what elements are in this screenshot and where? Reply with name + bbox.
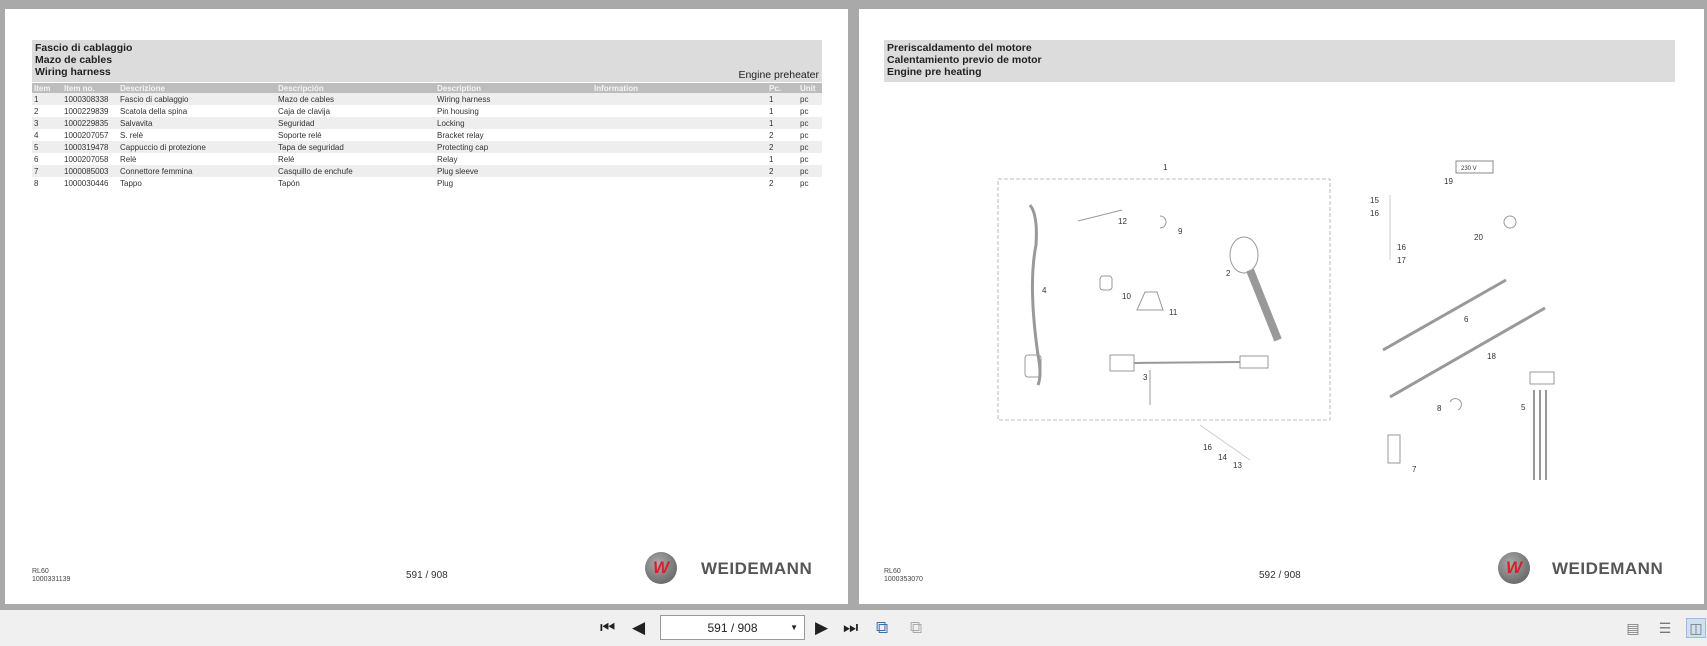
part-wire: [1078, 210, 1122, 221]
table-cell: 2: [767, 141, 798, 153]
table-cell: 7: [32, 165, 62, 177]
table-cell: Tappo: [120, 178, 142, 188]
callout-label: 16: [1203, 443, 1212, 452]
part-bracket: [1137, 292, 1163, 310]
brand-name: WEIDEMANN: [1552, 559, 1664, 578]
document-number: 1000353070: [884, 576, 923, 583]
table-cell: pc: [798, 117, 822, 129]
table-cell: 3: [32, 117, 62, 129]
section-subtitle: Engine preheater: [738, 69, 819, 81]
table-cell: 1: [769, 106, 774, 116]
last-page-button[interactable]: ⏭: [843, 618, 859, 637]
table-cell: Relé: [278, 154, 295, 164]
table-cell: 1: [767, 93, 798, 105]
table-cell: S. relè: [120, 130, 144, 140]
column-header: Item no.: [62, 83, 118, 93]
callout-label: 16: [1370, 209, 1379, 218]
next-page-button[interactable]: ▶: [815, 618, 829, 637]
table-cell: Cappuccio di protezione: [118, 141, 276, 153]
callout-label: 14: [1218, 453, 1227, 462]
table-cell: Locking: [435, 117, 592, 129]
kit-boundary: [998, 179, 1330, 420]
table-cell: 1: [767, 117, 798, 129]
table-cell: Relay: [437, 154, 458, 164]
first-page-button[interactable]: ⏮: [600, 618, 616, 637]
callout-label: 10: [1122, 292, 1131, 301]
table-cell: 2: [769, 130, 774, 140]
column-header: Pc.: [767, 83, 798, 93]
title-english: Wiring harness: [35, 66, 111, 78]
table-cell: 1: [32, 93, 62, 105]
table-cell: pc: [800, 154, 809, 164]
part-wiring-harness: [1030, 205, 1040, 385]
brand-name: WEIDEMANN: [701, 559, 813, 578]
table-cell: pc: [798, 141, 822, 153]
table-cell: 6: [34, 154, 39, 164]
callout-label: 9: [1178, 227, 1183, 236]
table-cell: 1000207057: [64, 130, 109, 140]
table-cell: Pin housing: [437, 106, 479, 116]
table-cell: 1000085003: [62, 165, 118, 177]
title-english: Engine pre heating: [887, 66, 982, 78]
table-cell: Mazo de cables: [276, 93, 435, 105]
table-cell: pc: [800, 178, 809, 188]
part-plug-sleeve: [1388, 435, 1400, 463]
part-ring-terminal: [1504, 216, 1516, 228]
page-number: 591 / 908: [406, 570, 448, 581]
column-header: Unit: [798, 83, 822, 93]
weidemann-logo-icon: W: [645, 552, 677, 584]
table-cell: pc: [798, 93, 822, 105]
weidemann-logo-icon: W: [1498, 552, 1530, 584]
table-cell: Fascio di cablaggio: [118, 93, 276, 105]
table-cell: Soporte relé: [278, 130, 322, 140]
table-cell: Connettore femmina: [118, 165, 276, 177]
table-cell: 2: [34, 106, 39, 116]
callout-label: 4: [1042, 286, 1047, 295]
callout-label: 16: [1397, 243, 1406, 252]
table-cell: pc: [800, 106, 809, 116]
table-cell: 5: [32, 141, 62, 153]
callout-label: 18: [1487, 352, 1496, 361]
callout-label: 15: [1370, 196, 1379, 205]
page-number: 592 / 908: [1259, 570, 1301, 581]
table-cell: Seguridad: [276, 117, 435, 129]
table-cell: pc: [800, 130, 809, 140]
callout-label: 11: [1169, 308, 1178, 317]
column-header: Descrizione: [118, 83, 276, 93]
callout-label: 7: [1412, 465, 1417, 474]
column-header: Descripción: [276, 83, 435, 93]
table-cell: 2: [767, 165, 798, 177]
table-cell: Tapón: [278, 178, 300, 188]
pdf-navigation-toolbar: [0, 610, 1707, 646]
model-label: RL60: [884, 568, 901, 575]
callout-label: 12: [1118, 217, 1127, 226]
table-cell: 1000207058: [64, 154, 109, 164]
table-cell: Protecting cap: [435, 141, 592, 153]
table-cell: 1000030446: [64, 178, 109, 188]
column-header: Information: [592, 83, 767, 93]
single-page-view-icon[interactable]: ▤: [1626, 620, 1640, 636]
table-cell: 8: [34, 178, 39, 188]
callout-label: 2: [1226, 269, 1231, 278]
part-socket: [1110, 355, 1134, 371]
table-cell: 2: [769, 178, 774, 188]
go-back-view-icon[interactable]: ⧉: [876, 618, 889, 637]
callout-label: 1: [1163, 163, 1168, 172]
page-selector[interactable]: [660, 615, 805, 640]
table-cell: 1000229835: [62, 117, 118, 129]
column-header: Item: [32, 83, 62, 93]
table-cell: Plug: [437, 178, 454, 188]
table-cell: Scatola della spina: [120, 106, 188, 116]
part-protective-cap: [1530, 372, 1554, 384]
two-page-view-icon[interactable]: ◫: [1686, 618, 1706, 638]
part-clip: [1160, 216, 1166, 228]
table-cell: 1: [769, 154, 774, 164]
callout-label: 6: [1464, 315, 1469, 324]
title-spanish: Calentamiento previo de motor: [887, 54, 1042, 66]
callout-label: 19: [1444, 177, 1453, 186]
table-cell: Tapa de seguridad: [276, 141, 435, 153]
voltage-label: 230 V: [1461, 166, 1477, 172]
title-italian: Fascio di cablaggio: [35, 42, 133, 54]
callout-label: 17: [1397, 256, 1406, 265]
table-cell: Caja de clavija: [278, 106, 331, 116]
callout-label: 5: [1521, 403, 1526, 412]
table-cell: 4: [34, 130, 39, 140]
table-cell: 1000308338: [62, 93, 118, 105]
table-cell: Plug sleeve: [435, 165, 592, 177]
title-italian: Preriscaldamento del motore: [887, 42, 1032, 54]
table-cell: Relè: [120, 154, 137, 164]
title-spanish: Mazo de cables: [35, 54, 113, 66]
callout-labels: [1042, 163, 1526, 474]
part-cap: [1100, 276, 1112, 290]
go-forward-view-icon[interactable]: ⧉: [910, 618, 923, 637]
callout-label: 20: [1474, 233, 1483, 242]
table-cell: Casquillo de enchufe: [276, 165, 435, 177]
table-cell: Bracket relay: [437, 130, 484, 140]
callout-label: 3: [1143, 373, 1148, 382]
chevron-down-icon[interactable]: ▼: [790, 623, 798, 632]
model-label: RL60: [32, 568, 49, 575]
callout-label: 8: [1437, 404, 1442, 413]
table-cell: 1000229839: [64, 106, 109, 116]
table-cell: Wiring harness: [435, 93, 592, 105]
column-header: Description: [435, 83, 592, 93]
part-plug: [1450, 399, 1461, 410]
table-cell: pc: [798, 165, 822, 177]
callout-label: 13: [1233, 461, 1242, 470]
continuous-view-icon[interactable]: ☰: [1658, 620, 1672, 636]
table-cell: 1000319478: [62, 141, 118, 153]
previous-page-button[interactable]: ◀: [632, 618, 646, 637]
part-pin-housing: [1230, 237, 1258, 273]
table-cell: Salvavita: [118, 117, 276, 129]
page-selector-value: 591 / 908: [707, 620, 758, 635]
document-number: 1000331139: [32, 576, 71, 583]
